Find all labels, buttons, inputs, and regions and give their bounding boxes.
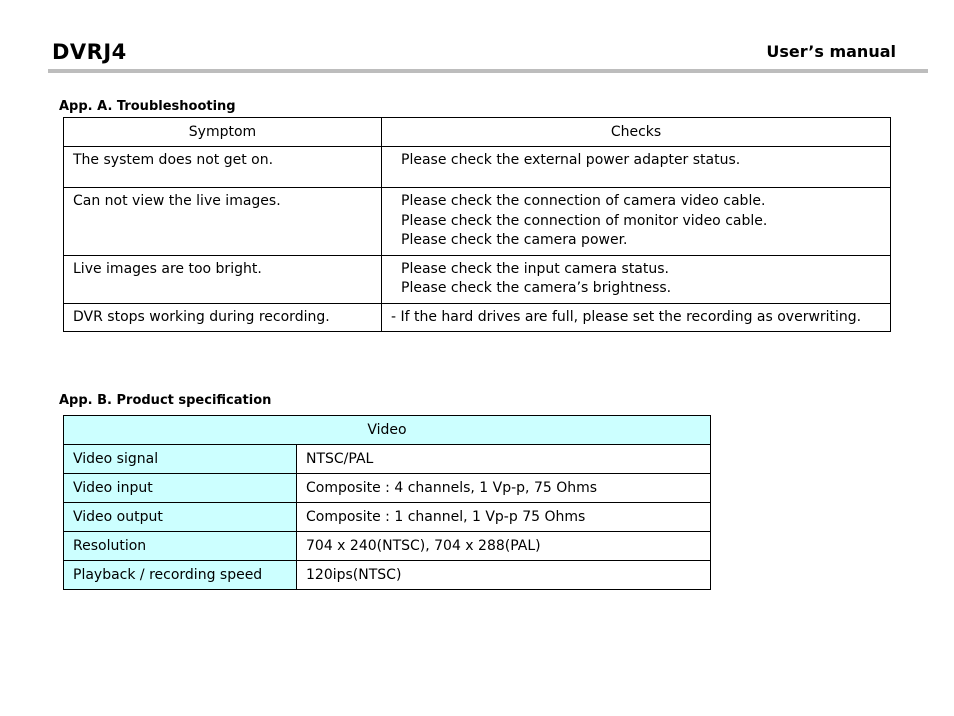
spec-value: Composite : 1 channel, 1 Vp-p 75 Ohms: [297, 503, 711, 532]
checks-cell: [382, 188, 891, 256]
table-row: [64, 303, 891, 332]
checks-cell: [382, 255, 891, 303]
product-spec-table: [63, 415, 711, 590]
header-divider: [48, 69, 928, 73]
check-line: Please check the camera’s brightness.: [401, 280, 672, 296]
spec-label: Playback / recording speed: [64, 561, 297, 590]
video-section-header: Video: [64, 416, 711, 445]
spec-value: NTSC/PAL: [297, 445, 711, 474]
spec-label: Resolution: [64, 532, 297, 561]
spec-value: 704 x 240(NTSC), 704 x 288(PAL): [297, 532, 711, 561]
spec-label: Video signal: [64, 445, 297, 474]
check-line: Please check the external power adapter status.: [401, 152, 741, 168]
spec-value: 120ips(NTSC): [297, 561, 711, 590]
check-line: - If the hard drives are full, please set the recording as overwriting.: [391, 308, 862, 325]
manual-label: User’s manual: [766, 42, 896, 61]
spec-label: Video input: [64, 474, 297, 503]
product-spec-heading: App. B. Product specification: [59, 393, 272, 408]
table-row: [64, 474, 711, 503]
check-line: Please check the camera power.: [401, 232, 628, 248]
checks-cell: [382, 303, 891, 332]
table-row: [64, 445, 711, 474]
checks-cell: [382, 147, 891, 188]
symptom-cell: Can not view the live images.: [64, 188, 382, 256]
check-line: Please check the input camera status.: [401, 260, 669, 277]
troubleshooting-heading: App. A. Troubleshooting: [59, 99, 236, 114]
check-line: Please check the connection of camera video cable.: [401, 193, 766, 209]
troubleshooting-table: [63, 117, 891, 332]
symptom-cell: DVR stops working during recording.: [64, 303, 382, 332]
symptom-cell: The system does not get on.: [64, 147, 382, 188]
table-header-row: [64, 118, 891, 147]
table-row: [64, 503, 711, 532]
spec-value: Composite : 4 channels, 1 Vp-p, 75 Ohms: [297, 474, 711, 503]
table-row: [64, 188, 891, 256]
check-line: Please check the connection of monitor video cable.: [401, 212, 768, 229]
table-row: [64, 147, 891, 188]
checks-column-header: Checks: [382, 118, 891, 147]
symptom-cell: Live images are too bright.: [64, 255, 382, 303]
table-header-row: [64, 416, 711, 445]
symptom-column-header: Symptom: [64, 118, 382, 147]
table-row: [64, 561, 711, 590]
document-title: DVRJ4: [52, 40, 127, 64]
table-row: [64, 255, 891, 303]
spec-label: Video output: [64, 503, 297, 532]
table-row: [64, 532, 711, 561]
